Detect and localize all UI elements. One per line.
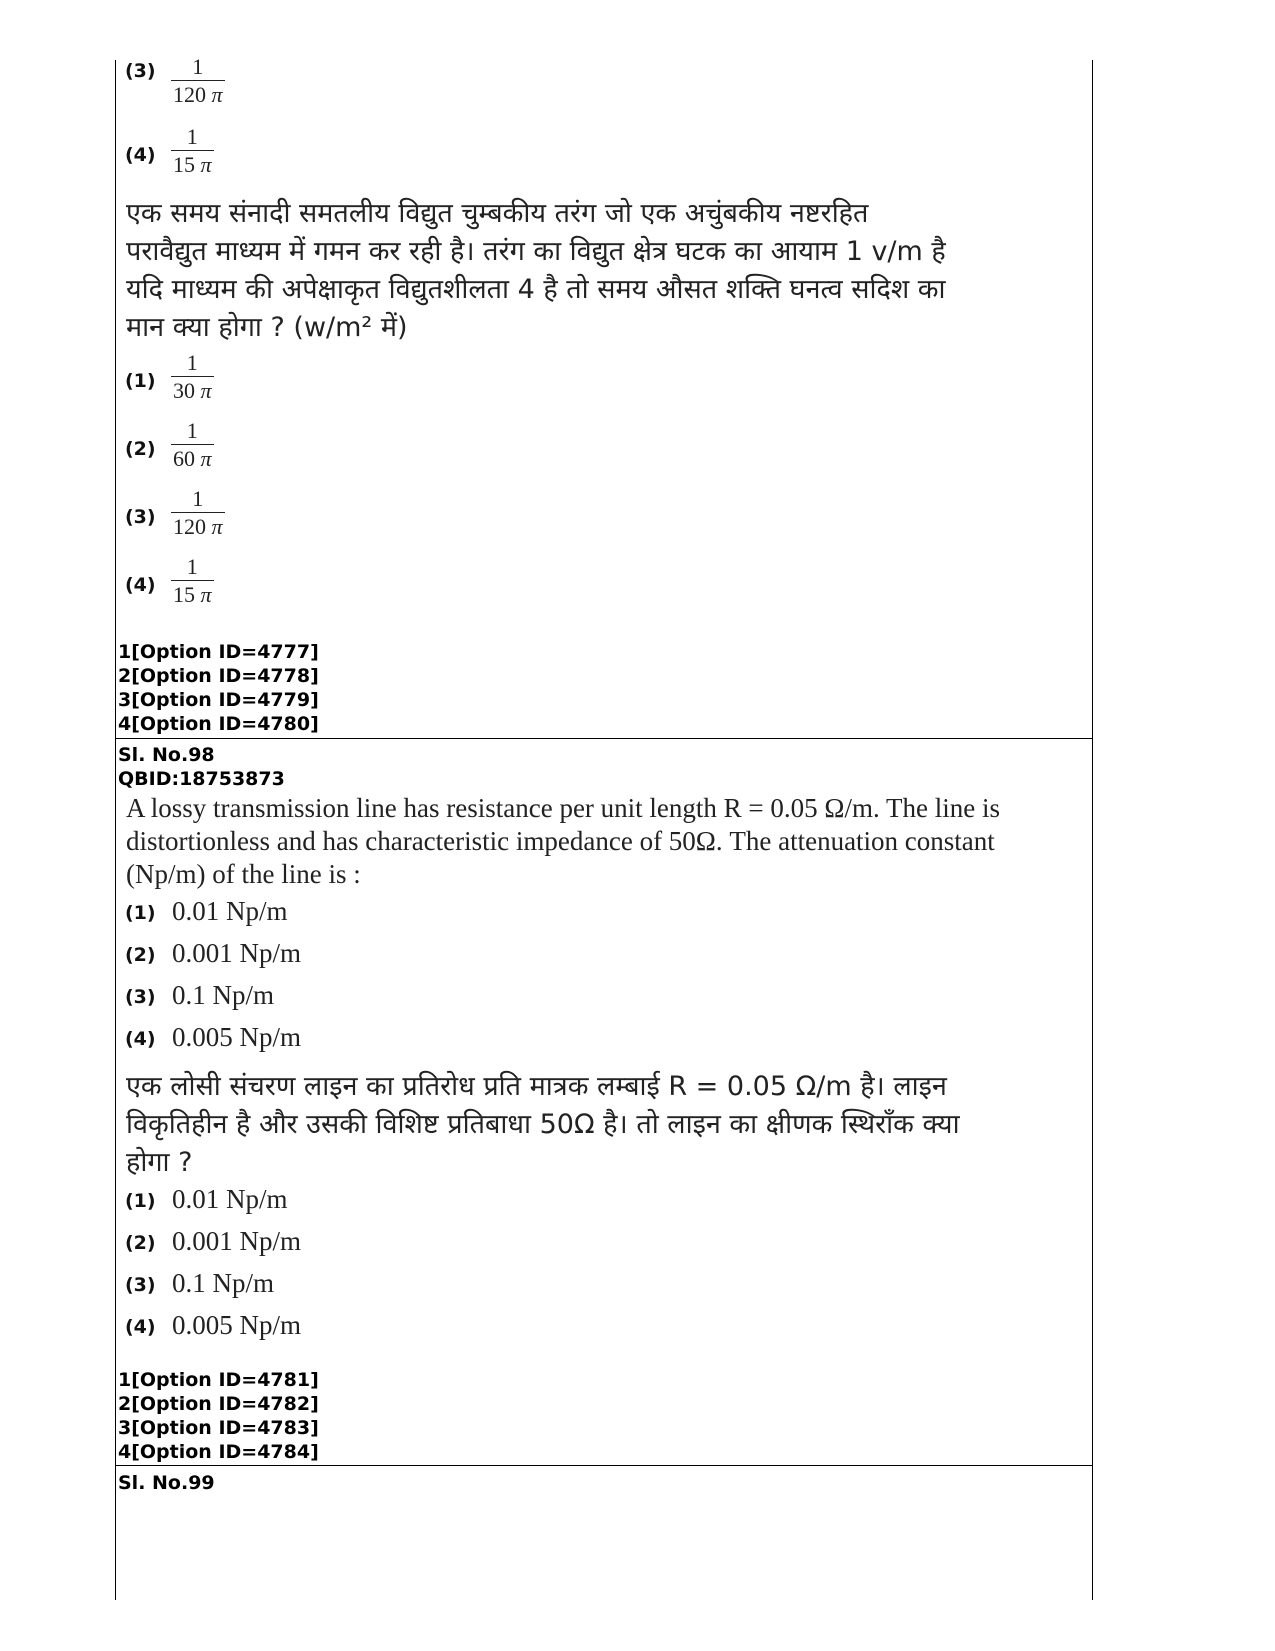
option-label: (3) [125, 506, 156, 528]
option-id: 3[Option ID=4779] [118, 689, 319, 711]
option-label: (1) [125, 1190, 156, 1212]
option-value: 0.1 Np/m [172, 1268, 275, 1298]
question-line: एक लोसी संचरण लाइन का प्रतिरोध प्रति मात्रक लम्बाई R = 0.05 Ω/m है। लाइन [126, 1071, 947, 1102]
option-label: (3) [125, 986, 156, 1008]
option-label: (3) [125, 1274, 156, 1296]
option-label: (4) [125, 574, 156, 596]
option-id-list [118, 1368, 319, 1464]
question-paper-page [115, 54, 1093, 1600]
question-line: मान क्या होगा ? (w/m² में) [126, 312, 408, 343]
option-label: (2) [125, 1232, 156, 1254]
question-line: विकृतिहीन है और उसकी विशिष्ट प्रतिबाधा 50Ω है। तो लाइन का क्षीणक स्थिराँक क्या [126, 1109, 960, 1140]
option-label: (1) [125, 902, 156, 924]
question-divider [116, 738, 1092, 739]
option-label: (3) [125, 60, 156, 82]
option-id: 3[Option ID=4783] [118, 1417, 319, 1439]
option-label: (2) [125, 438, 156, 460]
option-value: 0.001 Np/m [172, 938, 302, 968]
english-question-text [126, 792, 1086, 891]
option-label: (1) [125, 370, 156, 392]
option-label: (4) [125, 144, 156, 166]
fraction-option: 1 15 π [173, 554, 212, 607]
option-id: 4[Option ID=4780] [118, 713, 319, 735]
option-id: 1[Option ID=4781] [118, 1369, 319, 1391]
fraction-option: 1 120 π [173, 54, 223, 107]
hindi-question-text [126, 195, 1086, 347]
option-label: (2) [125, 944, 156, 966]
option-value: 0.1 Np/m [172, 980, 275, 1010]
question-line: यदि माध्यम की अपेक्षाकृत विद्युतशीलता 4 है तो समय औसत शक्ति घनत्व सदिश का [126, 274, 946, 305]
question-line: A lossy transmission line has resistance per unit length R = 0.05 Ω/m. The line is [126, 793, 1000, 823]
option-id: 2[Option ID=4778] [118, 665, 319, 687]
qbid: QBID:18753873 [118, 768, 285, 790]
option-value: 0.005 Np/m [172, 1310, 302, 1340]
option-label: (4) [125, 1028, 156, 1050]
question-divider [116, 1465, 1092, 1466]
serial-number: Sl. No.98 [118, 744, 215, 766]
question-header [118, 743, 285, 791]
option-id: 2[Option ID=4782] [118, 1393, 319, 1415]
question-line: एक समय संनादी समतलीय विद्युत चुम्बकीय तरंग जो एक अचुंबकीय नष्टरहित [126, 198, 869, 229]
question-line: होगा ? [126, 1147, 193, 1178]
fraction-option: 1 120 π [173, 486, 223, 539]
fraction-option: 1 15 π [173, 124, 212, 177]
option-id: 1[Option ID=4777] [118, 641, 319, 663]
serial-number: Sl. No.99 [118, 1472, 215, 1494]
option-label: (4) [125, 1316, 156, 1338]
fraction-option: 1 60 π [173, 418, 212, 471]
option-value: 0.01 Np/m [172, 1184, 288, 1214]
question-line: (Np/m) of the line is : [126, 859, 361, 889]
question-line: distortionless and has characteristic impedance of 50Ω. The attenuation constant [126, 826, 995, 856]
option-value: 0.005 Np/m [172, 1022, 302, 1052]
option-id: 4[Option ID=4784] [118, 1441, 319, 1463]
hindi-question-text [126, 1068, 1086, 1182]
option-value: 0.01 Np/m [172, 896, 288, 926]
fraction-option: 1 30 π [173, 350, 212, 403]
option-value: 0.001 Np/m [172, 1226, 302, 1256]
question-line: परावैद्युत माध्यम में गमन कर रही है। तरंग का विद्युत क्षेत्र घटक का आयाम 1 v/m है [126, 236, 946, 267]
option-id-list [118, 640, 319, 736]
